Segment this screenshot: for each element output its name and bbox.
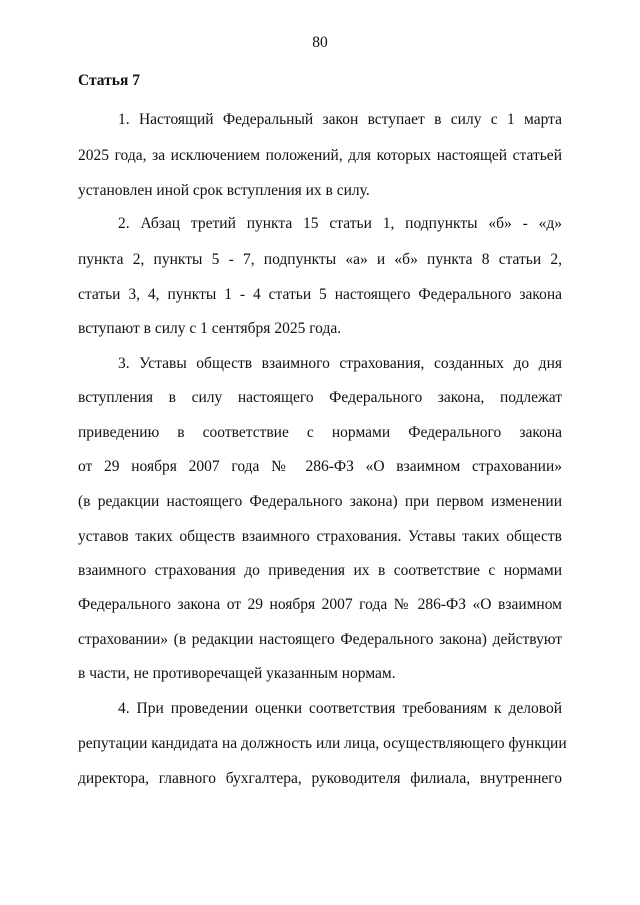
paragraph-line: вступления в силу настоящего Федерального закона, подлежат <box>78 389 562 406</box>
paragraph-line: статьи 3, 4, пункты 1 - 4 статьи 5 настоящего Федерального закона <box>78 286 562 303</box>
article-heading: Статья 7 <box>78 72 140 89</box>
paragraph-line: 4. При проведении оценки соответствия требованиям к деловой <box>118 700 562 717</box>
paragraph-line: от 29 ноября 2007 года № 286-ФЗ «О взаимном страховании» <box>78 458 562 475</box>
paragraph-line: репутации кандидата на должность или лица, осуществляющего функции <box>78 735 567 752</box>
paragraph-line: пункта 2, пункты 5 - 7, подпункты «а» и «б» пункта 8 статьи 2, <box>78 251 562 268</box>
paragraph-line: 2. Абзац третий пункта 15 статьи 1, подпункты «б» - «д» <box>118 215 562 232</box>
paragraph-line: приведению в соответствие с нормами Федерального закона <box>78 424 562 441</box>
paragraph-line: страховании» (в редакции настоящего Федерального закона) действуют <box>78 631 562 648</box>
paragraph-line: в части, не противоречащей указанным нормам. <box>78 665 396 682</box>
page-number: 80 <box>312 34 328 51</box>
paragraph-line: 2025 года, за исключением положений, для которых настоящей статьей <box>78 147 562 164</box>
paragraph-line: установлен иной срок вступления их в силу. <box>78 182 370 199</box>
paragraph-line: (в редакции настоящего Федерального закона) при первом изменении <box>78 493 562 510</box>
paragraph-line: взаимного страхования до приведения их в соответствие с нормами <box>78 562 562 579</box>
paragraph-line: директора, главного бухгалтера, руководителя филиала, внутреннего <box>78 770 562 787</box>
paragraph-line: 3. Уставы обществ взаимного страхования, созданных до дня <box>118 355 562 372</box>
paragraph-line: 1. Настоящий Федеральный закон вступает в силу с 1 марта <box>118 111 562 128</box>
paragraph-line: Федерального закона от 29 ноября 2007 года № 286-ФЗ «О взаимном <box>78 596 562 613</box>
paragraph-line: вступают в силу с 1 сентября 2025 года. <box>78 320 342 337</box>
paragraph-line: уставов таких обществ взаимного страхования. Уставы таких обществ <box>78 528 562 545</box>
